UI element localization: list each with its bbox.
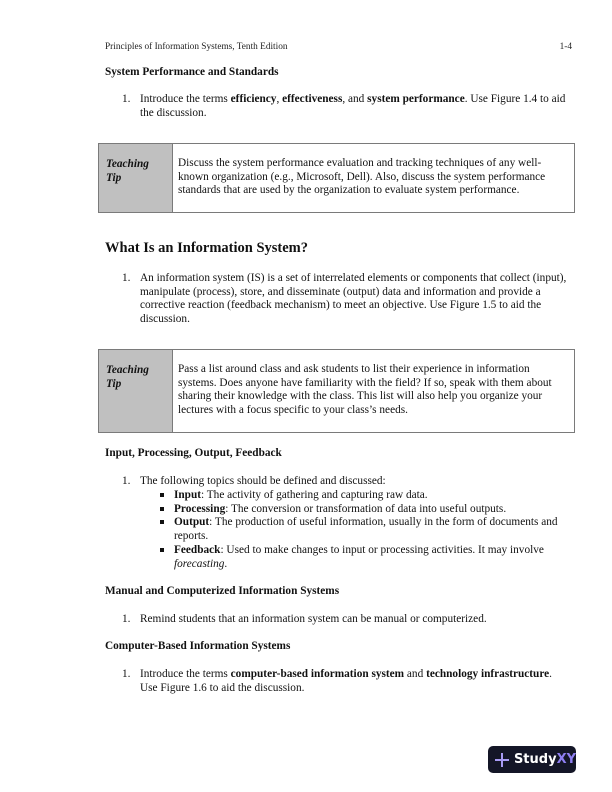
list-text: The following topics should be defined and discussed: bbox=[140, 475, 386, 487]
list-text: Introduce the terms efficiency, effectiveness, and system performance. Use Figure 1.4 to aid the discussion. bbox=[140, 93, 566, 119]
teaching-tip-text: Discuss the system performance evaluation and tracking techniques of any well-known organization (e.g., Microsoft, Dell). Also, discuss the system performance standards that are used by the organization to evaluate system performance. bbox=[178, 157, 546, 197]
section-heading-manual-computerized: Manual and Computerized Information Systems bbox=[105, 585, 340, 597]
bullet-square-icon bbox=[158, 516, 174, 543]
section-heading-cbis: Computer-Based Information Systems bbox=[105, 640, 291, 652]
teaching-tip-label: Teaching Tip bbox=[99, 350, 173, 432]
page-number: 1-4 bbox=[559, 42, 572, 52]
list-item bbox=[122, 668, 572, 695]
plus-icon bbox=[495, 753, 509, 767]
list-item bbox=[122, 475, 572, 489]
bullet-square-icon bbox=[158, 503, 174, 517]
list-number: 1. bbox=[122, 668, 131, 680]
list-number: 1. bbox=[122, 272, 131, 284]
studyxy-watermark[interactable] bbox=[488, 746, 576, 773]
term-cbis: computer-based information system bbox=[230, 668, 405, 680]
list-text: An information system (IS) is a set of interrelated elements or components that collect (input), manipulate (process), store, and disseminate (output) data and information and provide a corrective reaction (feedback mechanism) to meet an objective. Use Figure 1.5 to aid the discussion. bbox=[140, 272, 567, 326]
term-system-performance: system performance bbox=[367, 93, 465, 105]
list-text: Introduce the terms computer-based information system and technology infrastructure. Use Figure 1.6 to aid the discussion. bbox=[140, 668, 552, 694]
bullet-item-input: Input: The activity of gathering and capturing raw data. bbox=[158, 489, 578, 503]
bullet-item-processing: Processing: The conversion or transformation of data into useful outputs. bbox=[158, 503, 578, 517]
bullet-square-icon bbox=[158, 544, 174, 571]
list-item bbox=[122, 272, 572, 327]
section-heading-system-performance: System Performance and Standards bbox=[105, 66, 279, 78]
teaching-tip-text: Pass a list around class and ask students to list their experience in information systems. Does anyone have familiarity with the field? If so, speak with them about sharing their knowledge with the class. This list will also help you organize your lectures with a focus specific to your class’s needs. bbox=[178, 363, 552, 417]
bullet-square-icon bbox=[158, 489, 174, 503]
term-effectiveness: effectiveness bbox=[282, 93, 343, 105]
term-technology-infrastructure: technology infrastructure bbox=[426, 668, 550, 680]
watermark-text-xy: XY bbox=[556, 752, 576, 767]
teaching-tip-box bbox=[98, 349, 575, 433]
list-number: 1. bbox=[122, 613, 131, 625]
list-number: 1. bbox=[122, 93, 131, 105]
teaching-tip-label: Teaching Tip bbox=[99, 144, 173, 212]
running-header bbox=[105, 42, 572, 52]
watermark-text-study: Study bbox=[513, 752, 557, 767]
bullet-list bbox=[158, 489, 578, 571]
bullet-item-feedback: Feedback: Used to make changes to input or processing activities. It may involve forecasting. bbox=[158, 544, 578, 571]
section-heading-ipof: Input, Processing, Output, Feedback bbox=[105, 447, 282, 459]
bullet-item-output: Output: The production of useful information, usually in the form of documents and reports. bbox=[158, 516, 578, 543]
section-heading-what-is-is: What Is an Information System? bbox=[105, 240, 309, 256]
teaching-tip-box bbox=[98, 143, 575, 213]
book-title: Principles of Information Systems, Tenth Edition bbox=[105, 42, 288, 52]
list-text: Remind students that an information system can be manual or computerized. bbox=[140, 613, 487, 625]
term-efficiency: efficiency bbox=[230, 93, 277, 105]
list-number: 1. bbox=[122, 475, 131, 487]
list-item bbox=[122, 93, 572, 120]
list-item bbox=[122, 613, 572, 627]
